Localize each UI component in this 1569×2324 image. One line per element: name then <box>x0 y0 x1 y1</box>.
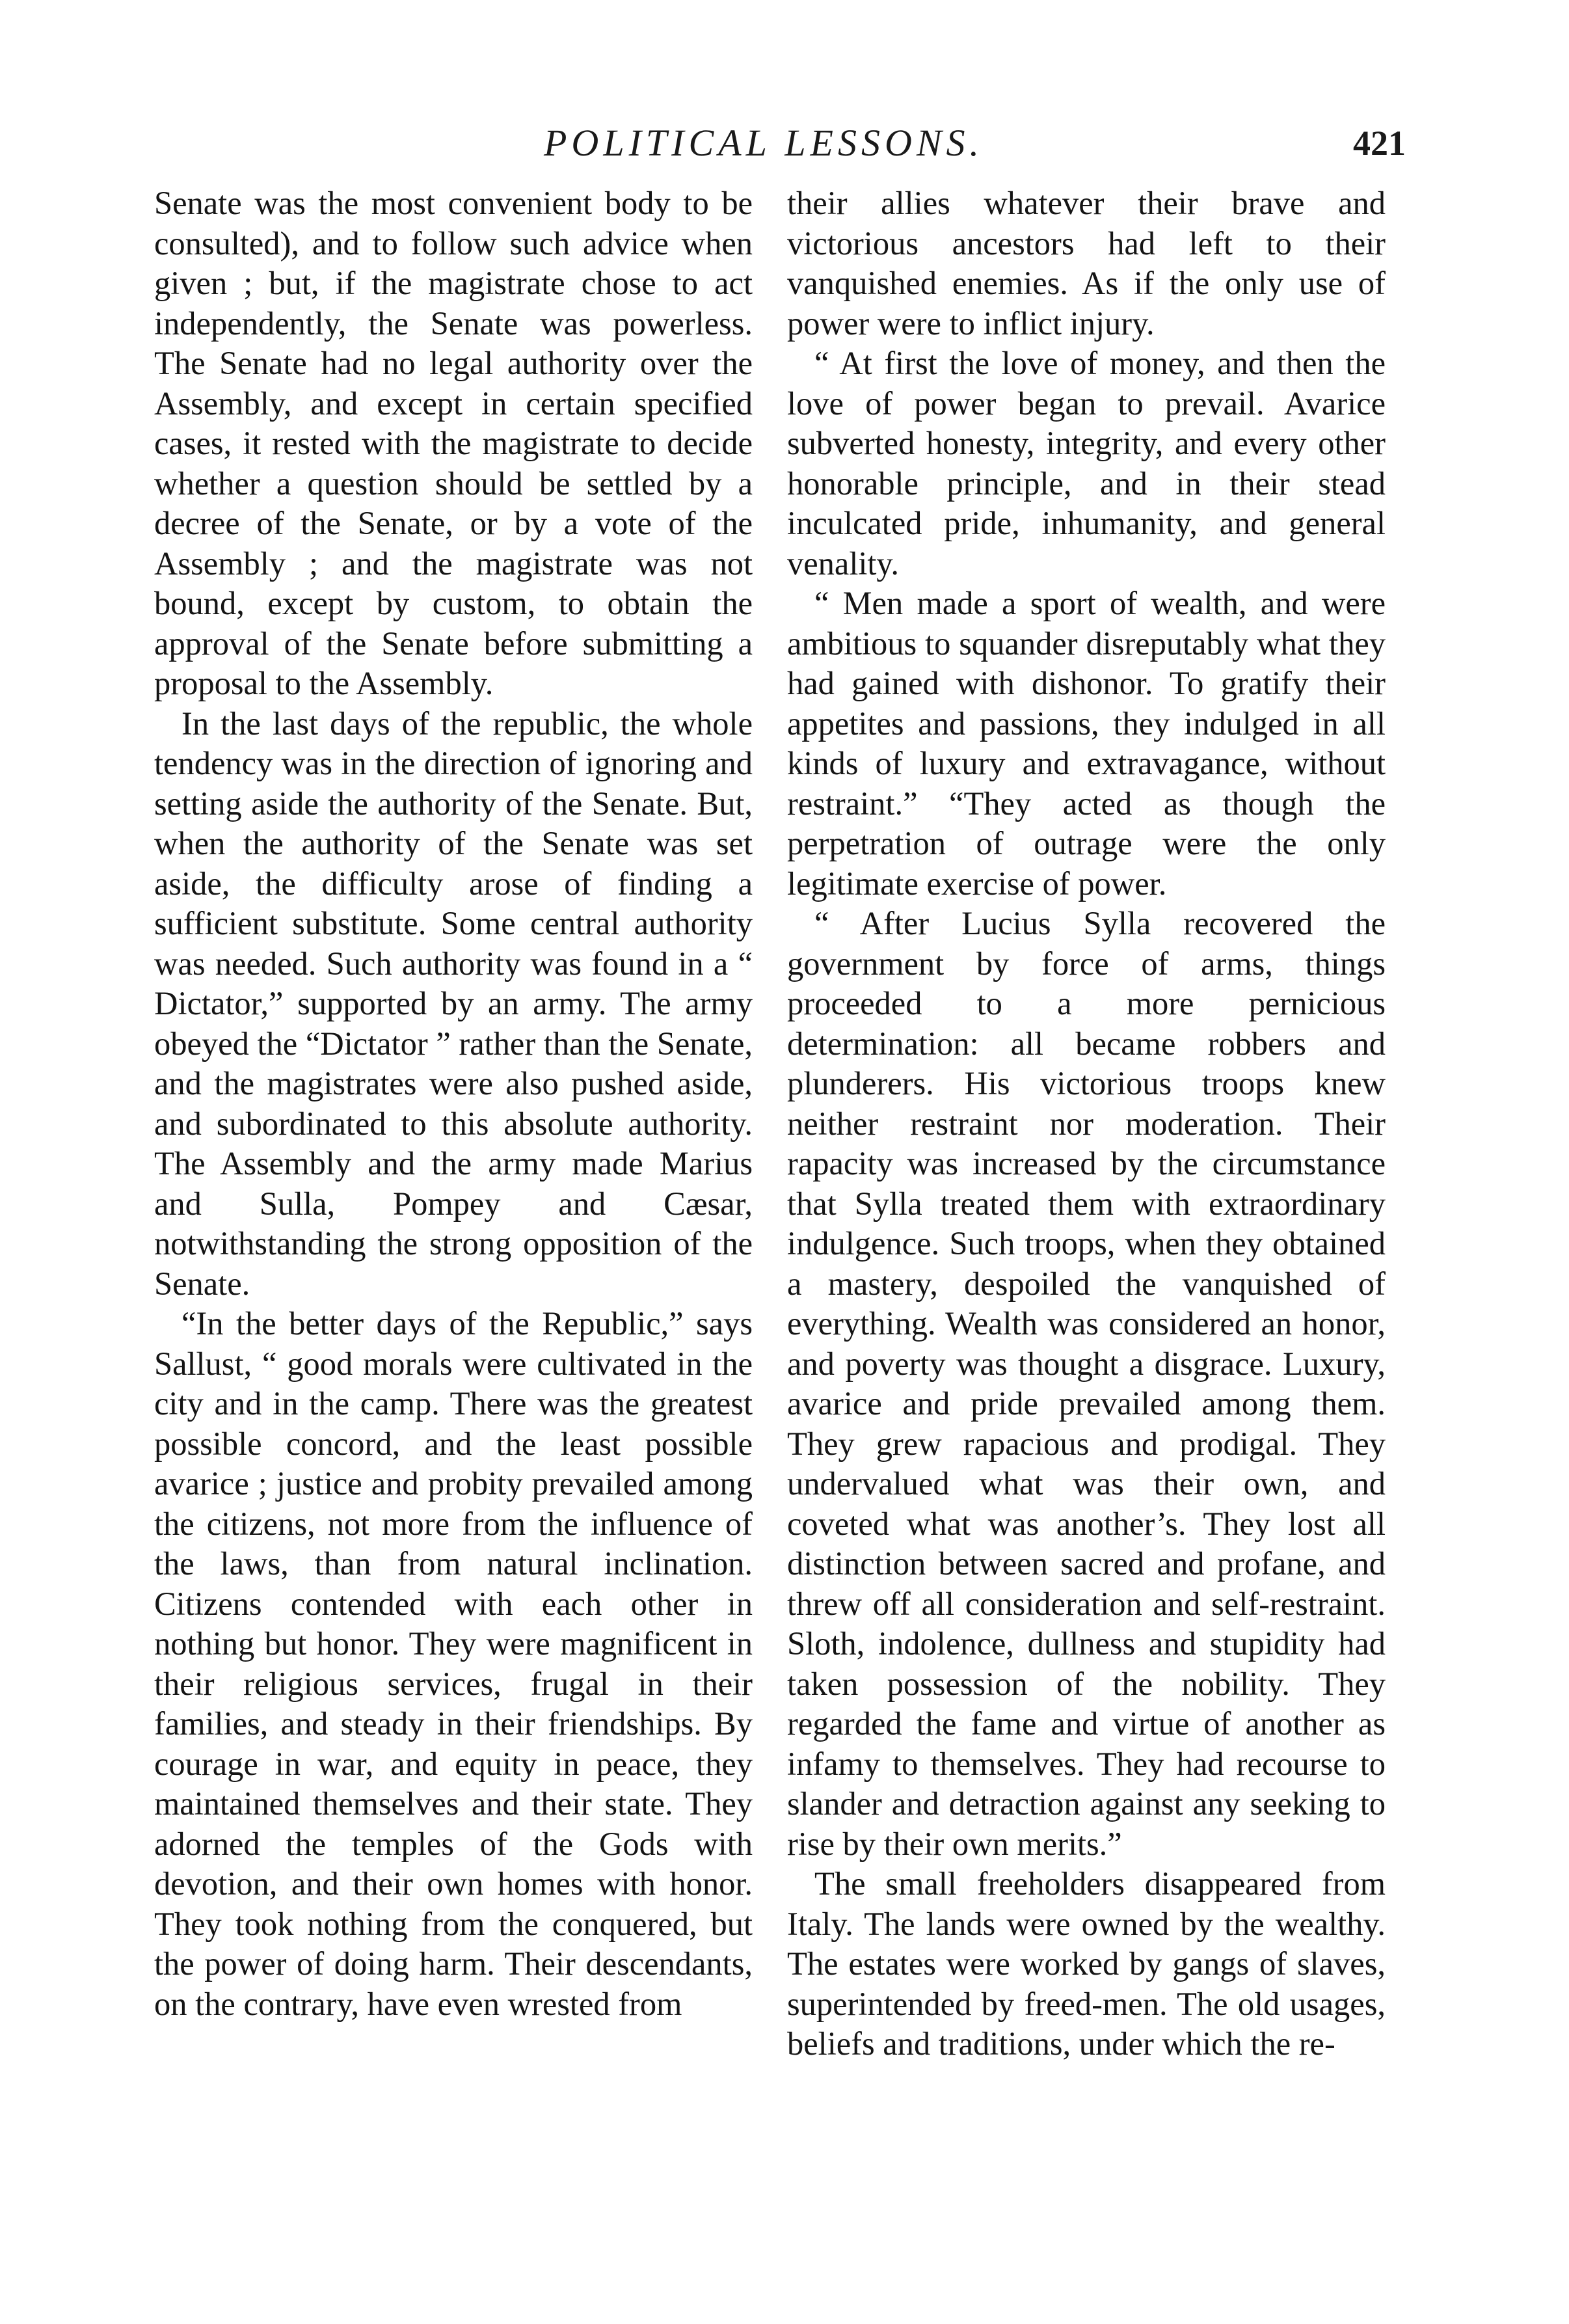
page-number: 421 <box>1353 124 1406 163</box>
right-column <box>787 183 1386 2064</box>
paragraph-continued: Senate was the most convenient body to be consulted), and to follow such advice when given ; but, if the magistrate chose to act independently, the Senate was powerless. The Senate had no legal authority over the Assembly, and except in certain specified cases, it rested with the magistrate to decide whether a question should be settled by a decree of the Senate, or by a vote of the Assembly ; and the magistrate was not bound, except by custom, to obtain the approval of the Senate before submitting a proposal to the Assembly. <box>154 185 753 701</box>
running-head <box>0 117 1569 169</box>
paragraph: In the last days of the republic, the whole tendency was in the direction of ignoring and setting aside the authority of the Senate. But, when the authority of the Senate was set aside, the difficulty arose of finding a sufficient substitute. Some central authority was needed. Such authority was found in a “ Dictator,” supported by an army. The army obeyed the “Dictator ” rather than the Senate, and the magistrates were also pushed aside, and subordinated to this absolute authority. The Assembly and the army made Marius and Sulla, Pompey and Cæsar, notwithstanding the strong opposition of the Senate. <box>154 705 753 1302</box>
paragraph: “In the better days of the Republic,” says Sallust, “ good morals were cultivated in the city and in the camp. There was the greatest possible concord, and the least possible avarice ; justice and probity prevailed among the citizens, not more from the influence of the laws, than from natural inclination. Citizens contended with each other in nothing but honor. They were magnificent in their religious services, frugal in their families, and steady in their friendships. By courage in war, and equity in peace, they maintained themselves and their state. They adorned the temples of the Gods with devotion, and their own homes with honor. They took nothing from the conquered, but the power of doing harm. Their descendants, on the contrary, have even wrested from <box>154 1305 753 2022</box>
paragraph-continued: their allies whatever their brave and victorious ancestors had left to their vanquished enemies. As if the only use of power were to inflict injury. <box>787 185 1386 342</box>
running-title: POLITICAL LESSONS. <box>544 122 984 164</box>
paragraph: “ At first the love of money, and then the love of power began to prevail. Avarice subverted honesty, integrity, and every other honorable principle, and in their stead inculcated pride, inhumanity, and general venality. <box>787 345 1386 582</box>
paragraph: The small freeholders disappeared from Italy. The lands were owned by the wealthy. The estates were worked by gangs of slaves, superintended by freed-men. The old usages, beliefs and traditions, under which the re- <box>787 1865 1386 2062</box>
paragraph: “ Men made a sport of wealth, and were ambitious to squander disreputably what they had gained with dishonor. To gratify their appetites and passions, they indulged in all kinds of luxury and extravagance, without restraint.” “They acted as though the perpetration of outrage were the only legitimate exercise of power. <box>787 585 1386 902</box>
paragraph: “ After Lucius Sylla recovered the government by force of arms, things proceeded to a more pernicious determination: all became robbers and plunderers. His victorious troops knew neither restraint nor moderation. Their rapacity was increased by the circumstance that Sylla treated them with extraordinary indulgence. Such troops, when they obtained a mastery, despoiled the vanquished of everything. Wealth was considered an honor, and poverty was thought a disgrace. Luxury, avarice and pride prevailed among them. They grew rapacious and prodigal. They undervalued what was their own, and coveted what was another’s. They lost all distinction between sacred and profane, and threw off all consideration and self-restraint. Sloth, indolence, dullness and stupidity had taken possession of the nobility. They regarded the fame and virtue of another as infamy to themselves. They had recourse to slander and detraction against any seeking to rise by their own merits.” <box>787 905 1386 1862</box>
left-column <box>154 183 753 2024</box>
